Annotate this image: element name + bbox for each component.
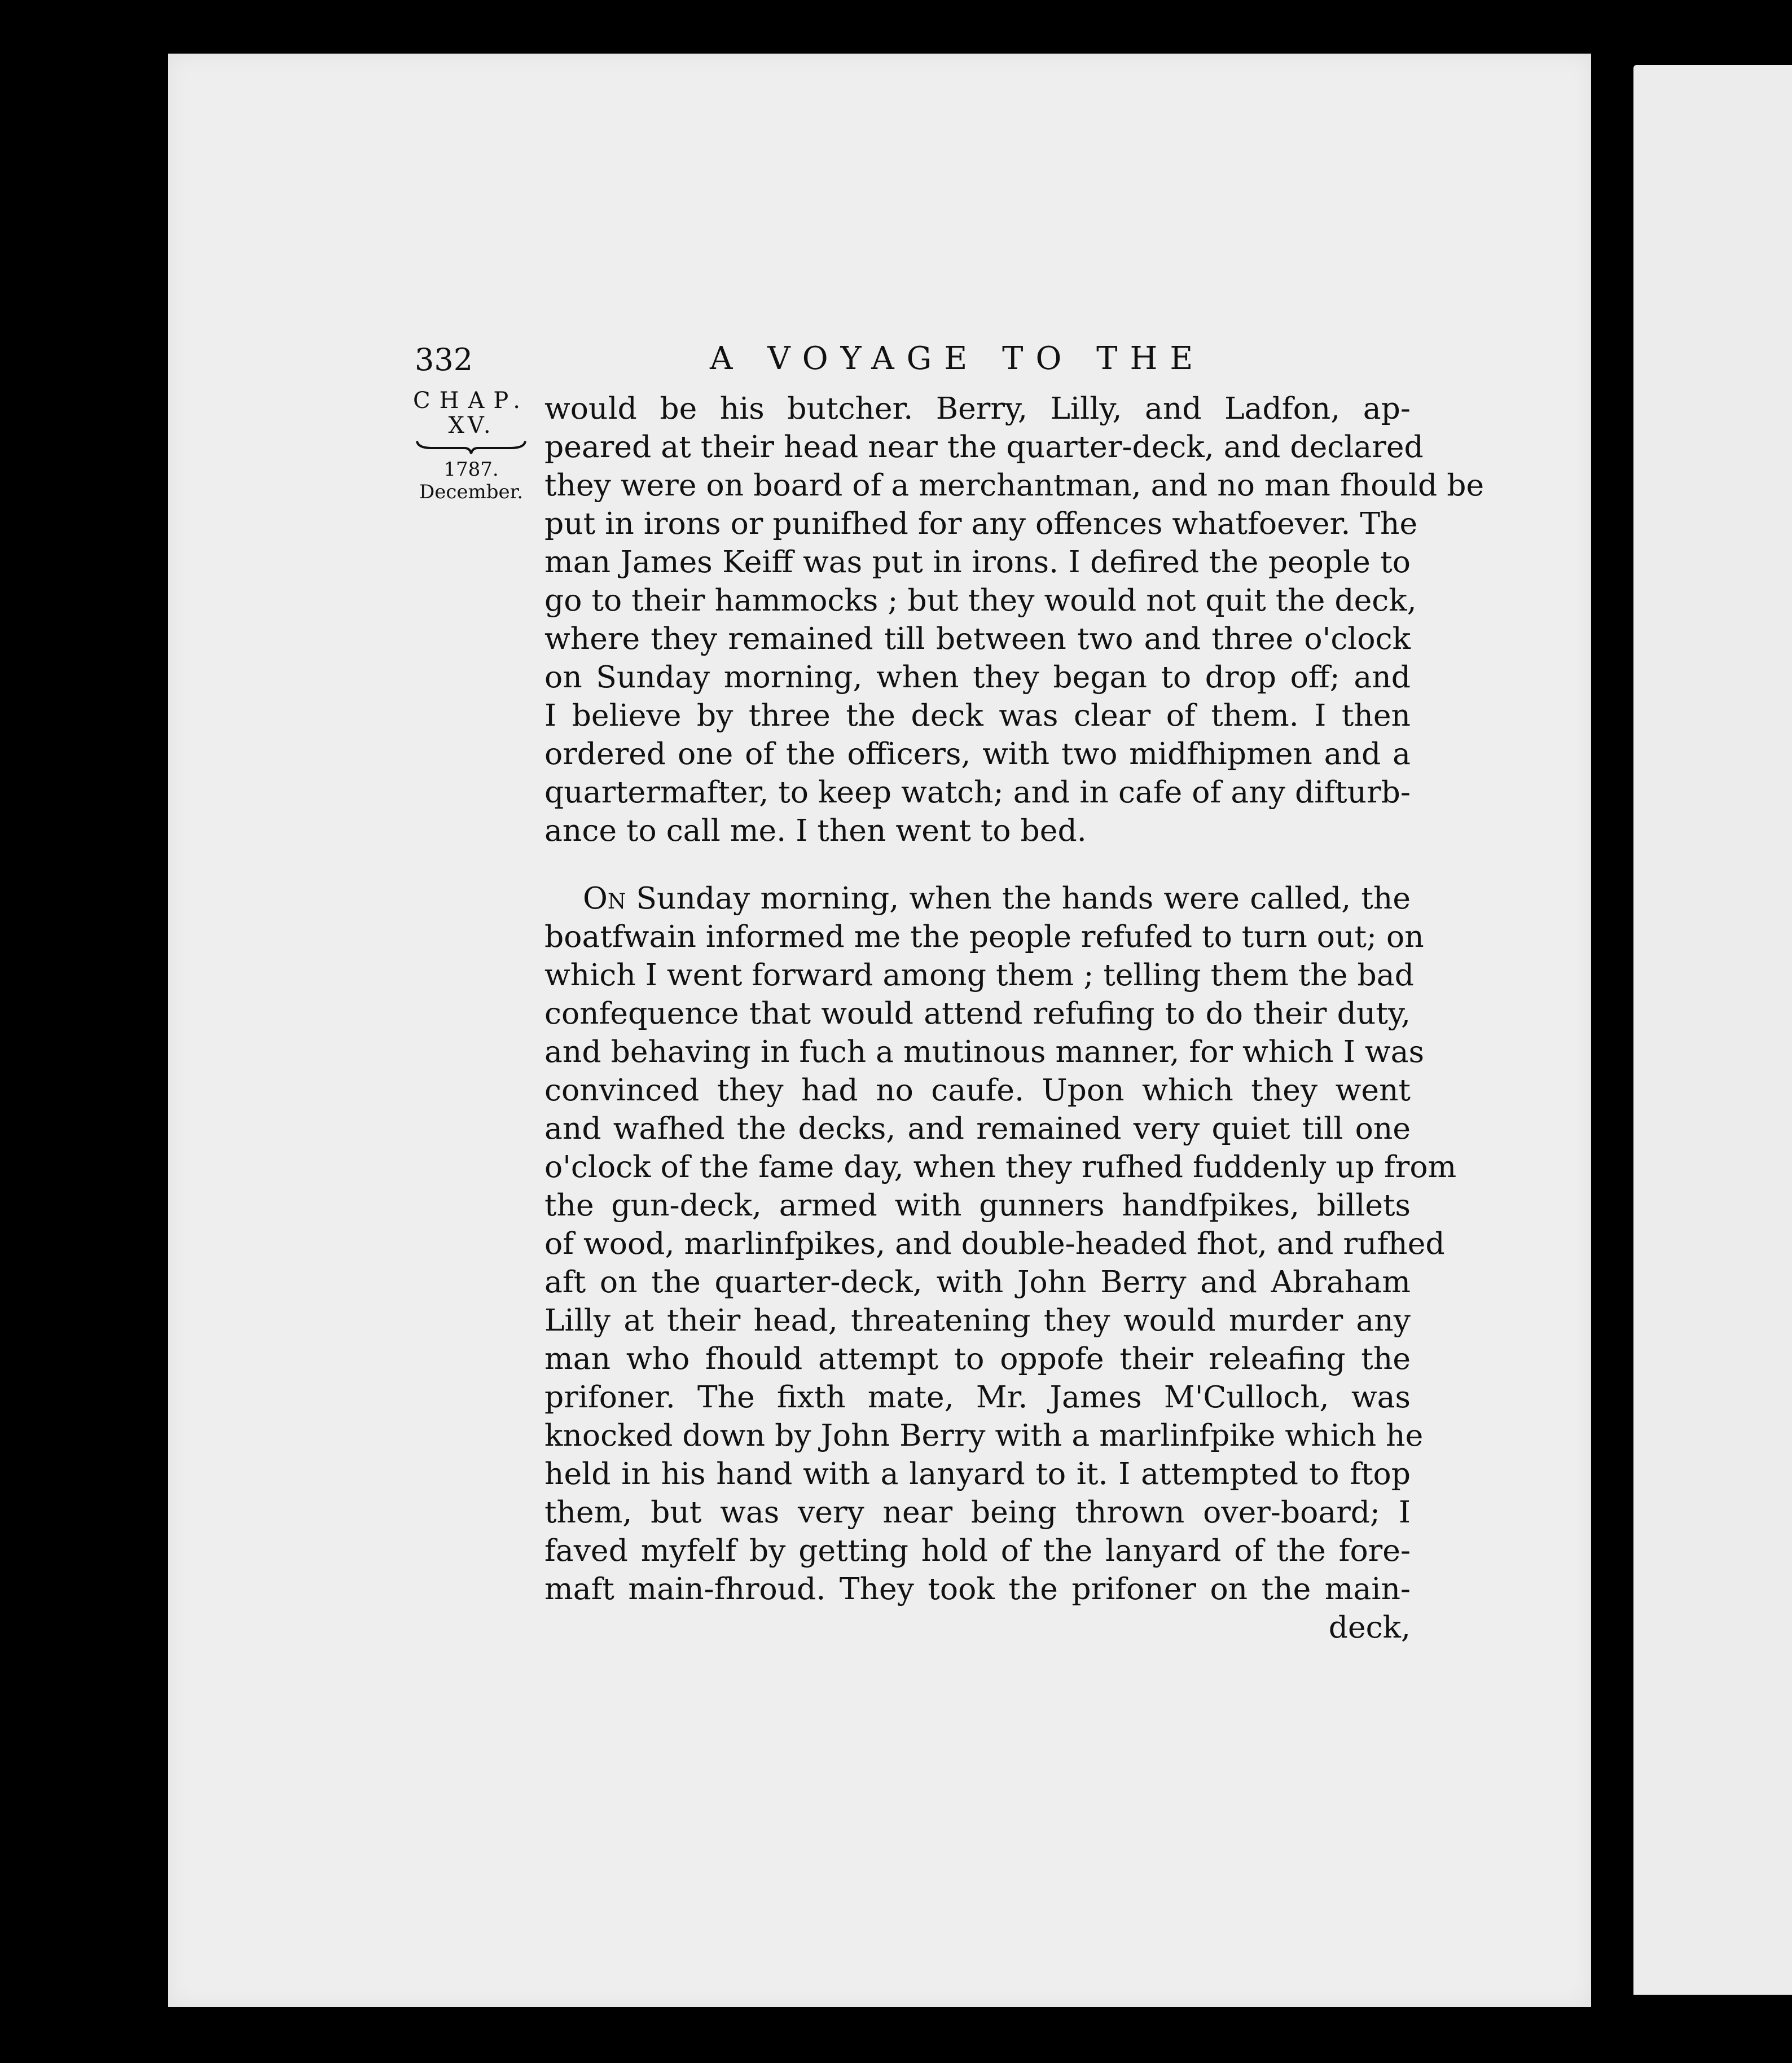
- line-text: Sunday morning, when the hands were called, the: [626, 880, 1411, 916]
- chapter-label: CHAP.: [413, 388, 529, 414]
- text-line: prifoner. The fixth mate, Mr. James M'Culloch, was: [544, 1379, 1411, 1415]
- text-line: them, but was very near being thrown over-board; I: [544, 1494, 1411, 1530]
- text-line: faved myfelf by getting hold of the lanyard of the fore-: [544, 1533, 1411, 1568]
- text-line: which I went forward among them ; telling them the bad: [544, 957, 1414, 993]
- text-line: man James Keiff was put in irons. I defired the people to: [544, 544, 1411, 580]
- paragraph: [544, 389, 1484, 850]
- text-line: ordered one of the officers, with two midfhipmen and a: [544, 736, 1411, 771]
- paragraph: [544, 879, 1457, 1608]
- page-number: 332: [415, 342, 473, 378]
- text-line: put in irons or punifhed for any offences whatfoever. The: [544, 506, 1418, 541]
- text-line: the gun-deck, armed with gunners handfpikes, billets: [544, 1187, 1411, 1223]
- text-line: o'clock of the fame day, when they rufhed fuddenly up from: [544, 1149, 1457, 1184]
- text-line: Lilly at their head, threatening they would murder any: [544, 1302, 1411, 1338]
- text-line: convinced they had no caufe. Upon which they went: [544, 1072, 1411, 1108]
- small-caps-initial: On: [583, 880, 626, 916]
- text-line: where they remained till between two and three o'clock: [544, 621, 1411, 656]
- text-line: [544, 879, 1411, 918]
- margin-year: 1787.: [443, 458, 499, 481]
- text-line: boatfwain informed me the people refufed to turn out; on: [544, 919, 1424, 954]
- text-line: confequence that would attend refufing to do their duty,: [544, 995, 1411, 1031]
- brace-ornament: [415, 439, 528, 456]
- text-line: peared at their head near the quarter-deck, and declared: [544, 429, 1424, 464]
- running-title: A VOYAGE TO THE: [710, 340, 1206, 377]
- facing-page-edge: [1633, 65, 1792, 1995]
- text-line: of wood, marlinfpikes, and double-headed fhot, and rufhed: [544, 1226, 1445, 1261]
- text-line: aft on the quarter-deck, with John Berry and Abraham: [544, 1264, 1411, 1300]
- text-line: and behaving in fuch a mutinous manner, for which I was: [544, 1034, 1425, 1069]
- text-line: on Sunday morning, when they began to drop off; and: [544, 659, 1411, 695]
- text-line: would be his butcher. Berry, Lilly, and Ladfon, ap-: [544, 390, 1411, 426]
- text-line: maft main-fhroud. They took the prifoner on the main-: [544, 1571, 1411, 1606]
- text-line: held in his hand with a lanyard to it. I attempted to ftop: [544, 1456, 1411, 1491]
- text-line: man who fhould attempt to oppofe their releafing the: [544, 1341, 1411, 1376]
- catchword: deck,: [1328, 1609, 1411, 1645]
- text-line: and wafhed the decks, and remained very quiet till one: [544, 1110, 1411, 1146]
- text-line: I believe by three the deck was clear of them. I then: [544, 697, 1411, 733]
- margin-note: [406, 388, 536, 503]
- text-line: knocked down by John Berry with a marlinfpike which he: [544, 1417, 1424, 1453]
- chapter-number: XV.: [448, 412, 494, 438]
- body-text: [544, 389, 1484, 1647]
- text-line: they were on board of a merchantman, and no man fhould be: [544, 467, 1484, 503]
- text-line: quartermafter, to keep watch; and in cafe of any difturb-: [544, 774, 1411, 810]
- margin-month: December.: [419, 481, 523, 503]
- text-line: go to their hammocks ; but they would not quit the deck,: [544, 582, 1417, 618]
- text-line: ance to call me. I then went to bed.: [544, 813, 1087, 848]
